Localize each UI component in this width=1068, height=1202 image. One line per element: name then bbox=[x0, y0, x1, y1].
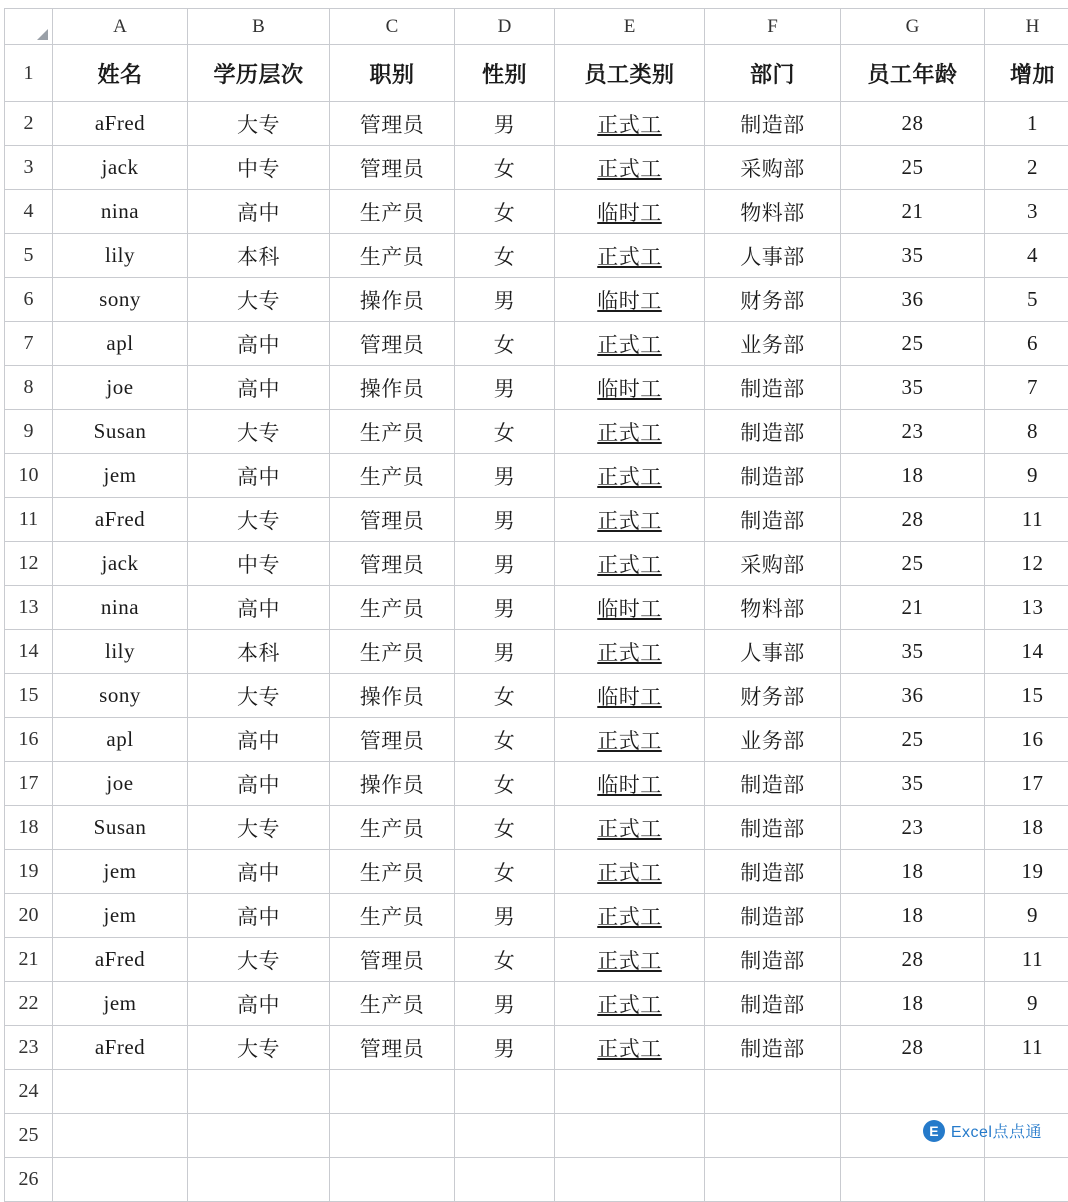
data-cell[interactable]: 大专 bbox=[188, 806, 330, 850]
data-cell[interactable]: 18 bbox=[841, 454, 985, 498]
row-header-21[interactable]: 21 bbox=[5, 938, 53, 982]
data-cell[interactable]: aFred bbox=[53, 102, 188, 146]
header-cell[interactable]: 员工年龄 bbox=[841, 45, 985, 102]
data-cell[interactable]: 女 bbox=[455, 850, 555, 894]
row-header-15[interactable]: 15 bbox=[5, 674, 53, 718]
watermark bbox=[923, 1119, 1042, 1142]
data-cell[interactable]: 2 bbox=[985, 146, 1068, 190]
row-header-20[interactable]: 20 bbox=[5, 894, 53, 938]
data-cell[interactable]: 制造部 bbox=[705, 410, 841, 454]
column-header-e[interactable]: E bbox=[555, 9, 705, 45]
data-cell[interactable]: 28 bbox=[841, 498, 985, 542]
data-cell[interactable]: 7 bbox=[985, 366, 1068, 410]
data-cell[interactable]: 男 bbox=[455, 102, 555, 146]
data-cell[interactable]: 操作员 bbox=[330, 366, 455, 410]
table-row bbox=[5, 454, 1068, 498]
row-header-7[interactable]: 7 bbox=[5, 322, 53, 366]
header-cell[interactable]: 部门 bbox=[705, 45, 841, 102]
table-row bbox=[5, 982, 1068, 1026]
empty-cell[interactable] bbox=[53, 1158, 188, 1202]
data-cell[interactable]: 35 bbox=[841, 630, 985, 674]
empty-cell[interactable] bbox=[53, 1070, 188, 1114]
empty-cell[interactable] bbox=[985, 1070, 1068, 1114]
data-cell[interactable]: 35 bbox=[841, 366, 985, 410]
data-cell[interactable]: 11 bbox=[985, 1026, 1068, 1070]
data-cell[interactable]: 3 bbox=[985, 190, 1068, 234]
data-cell[interactable]: 男 bbox=[455, 278, 555, 322]
data-cell[interactable]: 女 bbox=[455, 190, 555, 234]
data-cell[interactable]: 人事部 bbox=[705, 630, 841, 674]
data-cell[interactable]: 制造部 bbox=[705, 102, 841, 146]
excel-logo-icon: E bbox=[923, 1120, 945, 1142]
table-row bbox=[5, 762, 1068, 806]
column-header-f[interactable]: F bbox=[705, 9, 841, 45]
data-cell[interactable]: apl bbox=[53, 718, 188, 762]
data-cell[interactable]: 正式工 bbox=[555, 718, 705, 762]
empty-cell[interactable] bbox=[188, 1114, 330, 1158]
data-cell[interactable]: 生产员 bbox=[330, 894, 455, 938]
data-cell[interactable]: 临时工 bbox=[555, 586, 705, 630]
data-cell[interactable]: 临时工 bbox=[555, 762, 705, 806]
data-cell[interactable]: 女 bbox=[455, 762, 555, 806]
data-cell[interactable]: 女 bbox=[455, 674, 555, 718]
table-row bbox=[5, 542, 1068, 586]
data-cell[interactable]: 管理员 bbox=[330, 1026, 455, 1070]
data-cell[interactable]: apl bbox=[53, 322, 188, 366]
data-cell[interactable]: 生产员 bbox=[330, 850, 455, 894]
data-cell[interactable]: sony bbox=[53, 278, 188, 322]
data-cell[interactable]: 高中 bbox=[188, 322, 330, 366]
data-cell[interactable]: 管理员 bbox=[330, 542, 455, 586]
watermark-label: Excel点点通 bbox=[951, 1119, 1042, 1142]
data-cell[interactable]: 生产员 bbox=[330, 410, 455, 454]
data-cell[interactable]: 男 bbox=[455, 982, 555, 1026]
header-cell[interactable]: 性别 bbox=[455, 45, 555, 102]
data-cell[interactable]: 大专 bbox=[188, 410, 330, 454]
data-cell[interactable]: 采购部 bbox=[705, 542, 841, 586]
row-header-10[interactable]: 10 bbox=[5, 454, 53, 498]
data-cell[interactable]: 生产员 bbox=[330, 586, 455, 630]
data-cell[interactable]: 男 bbox=[455, 366, 555, 410]
data-cell[interactable]: 正式工 bbox=[555, 894, 705, 938]
empty-cell[interactable] bbox=[841, 1070, 985, 1114]
data-cell[interactable]: sony bbox=[53, 674, 188, 718]
empty-cell[interactable] bbox=[455, 1114, 555, 1158]
data-cell[interactable]: 男 bbox=[455, 894, 555, 938]
empty-cell[interactable] bbox=[53, 1114, 188, 1158]
data-cell[interactable]: 管理员 bbox=[330, 718, 455, 762]
empty-cell[interactable] bbox=[705, 1114, 841, 1158]
data-cell[interactable]: 9 bbox=[985, 982, 1068, 1026]
row-header-3[interactable]: 3 bbox=[5, 146, 53, 190]
data-cell[interactable]: aFred bbox=[53, 1026, 188, 1070]
data-cell[interactable]: 正式工 bbox=[555, 498, 705, 542]
data-cell[interactable]: 高中 bbox=[188, 586, 330, 630]
empty-cell[interactable] bbox=[330, 1158, 455, 1202]
data-cell[interactable]: 制造部 bbox=[705, 498, 841, 542]
data-cell[interactable]: 大专 bbox=[188, 1026, 330, 1070]
data-cell[interactable]: 女 bbox=[455, 234, 555, 278]
data-cell[interactable]: 15 bbox=[985, 674, 1068, 718]
data-cell[interactable]: 制造部 bbox=[705, 894, 841, 938]
data-cell[interactable]: 业务部 bbox=[705, 718, 841, 762]
empty-cell[interactable] bbox=[455, 1070, 555, 1114]
data-cell[interactable]: 18 bbox=[841, 850, 985, 894]
data-cell[interactable]: 25 bbox=[841, 718, 985, 762]
data-cell[interactable]: 制造部 bbox=[705, 982, 841, 1026]
data-cell[interactable]: 9 bbox=[985, 454, 1068, 498]
data-cell[interactable]: 正式工 bbox=[555, 454, 705, 498]
row-header-2[interactable]: 2 bbox=[5, 102, 53, 146]
table-row bbox=[5, 718, 1068, 762]
data-cell[interactable]: 正式工 bbox=[555, 146, 705, 190]
data-cell[interactable]: 管理员 bbox=[330, 102, 455, 146]
empty-cell[interactable] bbox=[705, 1158, 841, 1202]
data-cell[interactable]: Susan bbox=[53, 410, 188, 454]
row-header-4[interactable]: 4 bbox=[5, 190, 53, 234]
data-cell[interactable]: 大专 bbox=[188, 102, 330, 146]
row-header-26[interactable]: 26 bbox=[5, 1158, 53, 1202]
data-cell[interactable]: 正式工 bbox=[555, 234, 705, 278]
data-cell[interactable]: 正式工 bbox=[555, 1026, 705, 1070]
table-row bbox=[5, 586, 1068, 630]
data-cell[interactable]: 25 bbox=[841, 322, 985, 366]
data-cell[interactable]: 女 bbox=[455, 410, 555, 454]
data-cell[interactable]: jem bbox=[53, 454, 188, 498]
table-row bbox=[5, 278, 1068, 322]
table-row bbox=[5, 146, 1068, 190]
spreadsheet-canvas bbox=[0, 8, 1068, 1196]
row-header-19[interactable]: 19 bbox=[5, 850, 53, 894]
data-cell[interactable]: jem bbox=[53, 982, 188, 1026]
data-cell[interactable]: 正式工 bbox=[555, 322, 705, 366]
data-cell[interactable]: 23 bbox=[841, 806, 985, 850]
data-cell[interactable]: 25 bbox=[841, 542, 985, 586]
header-cell[interactable]: 学历层次 bbox=[188, 45, 330, 102]
data-cell[interactable]: 高中 bbox=[188, 850, 330, 894]
data-cell[interactable]: jack bbox=[53, 542, 188, 586]
column-header-b[interactable]: B bbox=[188, 9, 330, 45]
data-cell[interactable]: 制造部 bbox=[705, 938, 841, 982]
data-cell[interactable]: 男 bbox=[455, 454, 555, 498]
row-header-5[interactable]: 5 bbox=[5, 234, 53, 278]
data-cell[interactable]: 正式工 bbox=[555, 938, 705, 982]
select-all-triangle-icon bbox=[37, 29, 48, 40]
data-cell[interactable]: 正式工 bbox=[555, 102, 705, 146]
data-cell[interactable]: 28 bbox=[841, 1026, 985, 1070]
data-cell[interactable]: 中专 bbox=[188, 146, 330, 190]
data-cell[interactable]: 11 bbox=[985, 938, 1068, 982]
data-cell[interactable]: 操作员 bbox=[330, 762, 455, 806]
data-cell[interactable]: 17 bbox=[985, 762, 1068, 806]
data-cell[interactable]: joe bbox=[53, 762, 188, 806]
table-row bbox=[5, 410, 1068, 454]
data-cell[interactable]: 中专 bbox=[188, 542, 330, 586]
row-header-8[interactable]: 8 bbox=[5, 366, 53, 410]
data-cell[interactable]: 财务部 bbox=[705, 278, 841, 322]
data-cell[interactable]: 生产员 bbox=[330, 806, 455, 850]
data-cell[interactable]: 生产员 bbox=[330, 982, 455, 1026]
data-cell[interactable]: 高中 bbox=[188, 454, 330, 498]
empty-cell[interactable] bbox=[841, 1158, 985, 1202]
data-cell[interactable]: 36 bbox=[841, 278, 985, 322]
spreadsheet-grid[interactable] bbox=[4, 8, 1068, 1202]
data-cell[interactable]: jack bbox=[53, 146, 188, 190]
row-header-9[interactable]: 9 bbox=[5, 410, 53, 454]
data-cell[interactable]: 女 bbox=[455, 938, 555, 982]
data-cell[interactable]: 本科 bbox=[188, 234, 330, 278]
data-cell[interactable]: 正式工 bbox=[555, 630, 705, 674]
column-header-g[interactable]: G bbox=[841, 9, 985, 45]
data-cell[interactable]: 23 bbox=[841, 410, 985, 454]
table-row bbox=[5, 190, 1068, 234]
row-header-22[interactable]: 22 bbox=[5, 982, 53, 1026]
data-cell[interactable]: 28 bbox=[841, 938, 985, 982]
data-cell[interactable]: 生产员 bbox=[330, 454, 455, 498]
data-cell[interactable]: 临时工 bbox=[555, 674, 705, 718]
table-row bbox=[5, 1070, 1068, 1114]
empty-cell[interactable] bbox=[188, 1158, 330, 1202]
table-row bbox=[5, 498, 1068, 542]
empty-cell[interactable] bbox=[330, 1070, 455, 1114]
data-cell[interactable]: 高中 bbox=[188, 894, 330, 938]
data-cell[interactable]: 高中 bbox=[188, 366, 330, 410]
data-cell[interactable]: 18 bbox=[841, 894, 985, 938]
row-header-17[interactable]: 17 bbox=[5, 762, 53, 806]
row-header-12[interactable]: 12 bbox=[5, 542, 53, 586]
data-cell[interactable]: aFred bbox=[53, 498, 188, 542]
data-cell[interactable]: 管理员 bbox=[330, 498, 455, 542]
row-header-13[interactable]: 13 bbox=[5, 586, 53, 630]
data-cell[interactable]: 制造部 bbox=[705, 366, 841, 410]
empty-cell[interactable] bbox=[330, 1114, 455, 1158]
table-row bbox=[5, 894, 1068, 938]
table-row bbox=[5, 1114, 1068, 1158]
row-header-6[interactable]: 6 bbox=[5, 278, 53, 322]
data-cell[interactable]: 大专 bbox=[188, 938, 330, 982]
table-row bbox=[5, 630, 1068, 674]
data-cell[interactable]: 高中 bbox=[188, 982, 330, 1026]
data-cell[interactable]: 16 bbox=[985, 718, 1068, 762]
data-cell[interactable]: nina bbox=[53, 586, 188, 630]
data-cell[interactable]: jem bbox=[53, 850, 188, 894]
data-cell[interactable]: 临时工 bbox=[555, 190, 705, 234]
empty-cell[interactable] bbox=[985, 1158, 1068, 1202]
data-cell[interactable]: 12 bbox=[985, 542, 1068, 586]
data-cell[interactable]: 18 bbox=[985, 806, 1068, 850]
data-cell[interactable]: 5 bbox=[985, 278, 1068, 322]
data-cell[interactable]: 13 bbox=[985, 586, 1068, 630]
data-cell[interactable]: 制造部 bbox=[705, 850, 841, 894]
data-cell[interactable]: 正式工 bbox=[555, 806, 705, 850]
data-cell[interactable]: 9 bbox=[985, 894, 1068, 938]
data-cell[interactable]: 男 bbox=[455, 542, 555, 586]
data-cell[interactable]: 14 bbox=[985, 630, 1068, 674]
data-cell[interactable]: 8 bbox=[985, 410, 1068, 454]
data-cell[interactable]: jem bbox=[53, 894, 188, 938]
empty-cell[interactable] bbox=[555, 1070, 705, 1114]
row-header-18[interactable]: 18 bbox=[5, 806, 53, 850]
row-header-24[interactable]: 24 bbox=[5, 1070, 53, 1114]
data-cell[interactable]: Susan bbox=[53, 806, 188, 850]
row-header-11[interactable]: 11 bbox=[5, 498, 53, 542]
data-cell[interactable]: 男 bbox=[455, 1026, 555, 1070]
row-header-1[interactable]: 1 bbox=[5, 45, 53, 102]
empty-cell[interactable] bbox=[555, 1158, 705, 1202]
data-cell[interactable]: 男 bbox=[455, 586, 555, 630]
header-cell[interactable]: 职别 bbox=[330, 45, 455, 102]
column-header-a[interactable]: A bbox=[53, 9, 188, 45]
data-cell[interactable]: 1 bbox=[985, 102, 1068, 146]
data-cell[interactable]: 25 bbox=[841, 146, 985, 190]
data-cell[interactable]: 管理员 bbox=[330, 146, 455, 190]
empty-cell[interactable] bbox=[455, 1158, 555, 1202]
table-row bbox=[5, 1158, 1068, 1202]
table-row bbox=[5, 850, 1068, 894]
row-header-25[interactable]: 25 bbox=[5, 1114, 53, 1158]
empty-cell[interactable] bbox=[555, 1114, 705, 1158]
header-cell[interactable]: 员工类别 bbox=[555, 45, 705, 102]
data-cell[interactable]: 36 bbox=[841, 674, 985, 718]
data-cell[interactable]: 制造部 bbox=[705, 762, 841, 806]
data-cell[interactable]: 高中 bbox=[188, 762, 330, 806]
data-cell[interactable]: joe bbox=[53, 366, 188, 410]
data-cell[interactable]: 35 bbox=[841, 762, 985, 806]
data-cell[interactable]: 业务部 bbox=[705, 322, 841, 366]
data-cell[interactable]: 生产员 bbox=[330, 234, 455, 278]
empty-cell[interactable] bbox=[705, 1070, 841, 1114]
data-cell[interactable]: 制造部 bbox=[705, 454, 841, 498]
column-header-h[interactable]: H bbox=[985, 9, 1068, 45]
table-row bbox=[5, 674, 1068, 718]
data-cell[interactable]: 28 bbox=[841, 102, 985, 146]
table-row bbox=[5, 234, 1068, 278]
header-cell[interactable]: 姓名 bbox=[53, 45, 188, 102]
data-cell[interactable]: 正式工 bbox=[555, 982, 705, 1026]
data-cell[interactable]: lily bbox=[53, 630, 188, 674]
table-row bbox=[5, 366, 1068, 410]
data-cell[interactable]: 人事部 bbox=[705, 234, 841, 278]
data-cell[interactable]: 大专 bbox=[188, 278, 330, 322]
data-cell[interactable]: 操作员 bbox=[330, 278, 455, 322]
data-cell[interactable]: 正式工 bbox=[555, 850, 705, 894]
data-cell[interactable]: 11 bbox=[985, 498, 1068, 542]
data-cell[interactable]: 生产员 bbox=[330, 190, 455, 234]
data-cell[interactable]: aFred bbox=[53, 938, 188, 982]
data-cell[interactable]: 制造部 bbox=[705, 1026, 841, 1070]
data-cell[interactable]: lily bbox=[53, 234, 188, 278]
data-cell[interactable]: 本科 bbox=[188, 630, 330, 674]
data-cell[interactable]: 男 bbox=[455, 498, 555, 542]
data-cell[interactable]: 管理员 bbox=[330, 938, 455, 982]
data-cell[interactable]: 4 bbox=[985, 234, 1068, 278]
data-cell[interactable]: 女 bbox=[455, 146, 555, 190]
data-cell[interactable]: 高中 bbox=[188, 190, 330, 234]
data-cell[interactable]: 6 bbox=[985, 322, 1068, 366]
table-row bbox=[5, 938, 1068, 982]
table-row bbox=[5, 806, 1068, 850]
data-cell[interactable]: 女 bbox=[455, 806, 555, 850]
row-header-16[interactable]: 16 bbox=[5, 718, 53, 762]
column-header-row bbox=[5, 9, 1068, 45]
table-row bbox=[5, 45, 1068, 102]
data-cell[interactable]: 物料部 bbox=[705, 586, 841, 630]
data-cell[interactable]: 19 bbox=[985, 850, 1068, 894]
table-row bbox=[5, 102, 1068, 146]
table-row bbox=[5, 1026, 1068, 1070]
data-cell[interactable]: 正式工 bbox=[555, 542, 705, 586]
data-cell[interactable]: 物料部 bbox=[705, 190, 841, 234]
data-cell[interactable]: 18 bbox=[841, 982, 985, 1026]
data-cell[interactable]: 正式工 bbox=[555, 410, 705, 454]
data-cell[interactable]: 女 bbox=[455, 718, 555, 762]
data-cell[interactable]: 采购部 bbox=[705, 146, 841, 190]
data-cell[interactable]: 21 bbox=[841, 190, 985, 234]
table-row bbox=[5, 322, 1068, 366]
row-header-23[interactable]: 23 bbox=[5, 1026, 53, 1070]
select-all-corner[interactable] bbox=[5, 9, 53, 45]
data-cell[interactable]: 财务部 bbox=[705, 674, 841, 718]
data-cell[interactable]: 女 bbox=[455, 322, 555, 366]
data-cell[interactable]: 35 bbox=[841, 234, 985, 278]
data-cell[interactable]: 制造部 bbox=[705, 806, 841, 850]
data-cell[interactable]: 管理员 bbox=[330, 322, 455, 366]
column-header-d[interactable]: D bbox=[455, 9, 555, 45]
data-cell[interactable]: 大专 bbox=[188, 498, 330, 542]
empty-cell[interactable] bbox=[188, 1070, 330, 1114]
data-cell[interactable]: 临时工 bbox=[555, 278, 705, 322]
row-header-14[interactable]: 14 bbox=[5, 630, 53, 674]
data-cell[interactable]: 高中 bbox=[188, 718, 330, 762]
data-cell[interactable]: 大专 bbox=[188, 674, 330, 718]
data-cell[interactable]: nina bbox=[53, 190, 188, 234]
header-cell[interactable]: 增加 bbox=[985, 45, 1068, 102]
data-cell[interactable]: 21 bbox=[841, 586, 985, 630]
data-cell[interactable]: 生产员 bbox=[330, 630, 455, 674]
data-cell[interactable]: 操作员 bbox=[330, 674, 455, 718]
data-cell[interactable]: 临时工 bbox=[555, 366, 705, 410]
data-cell[interactable]: 男 bbox=[455, 630, 555, 674]
column-header-c[interactable]: C bbox=[330, 9, 455, 45]
